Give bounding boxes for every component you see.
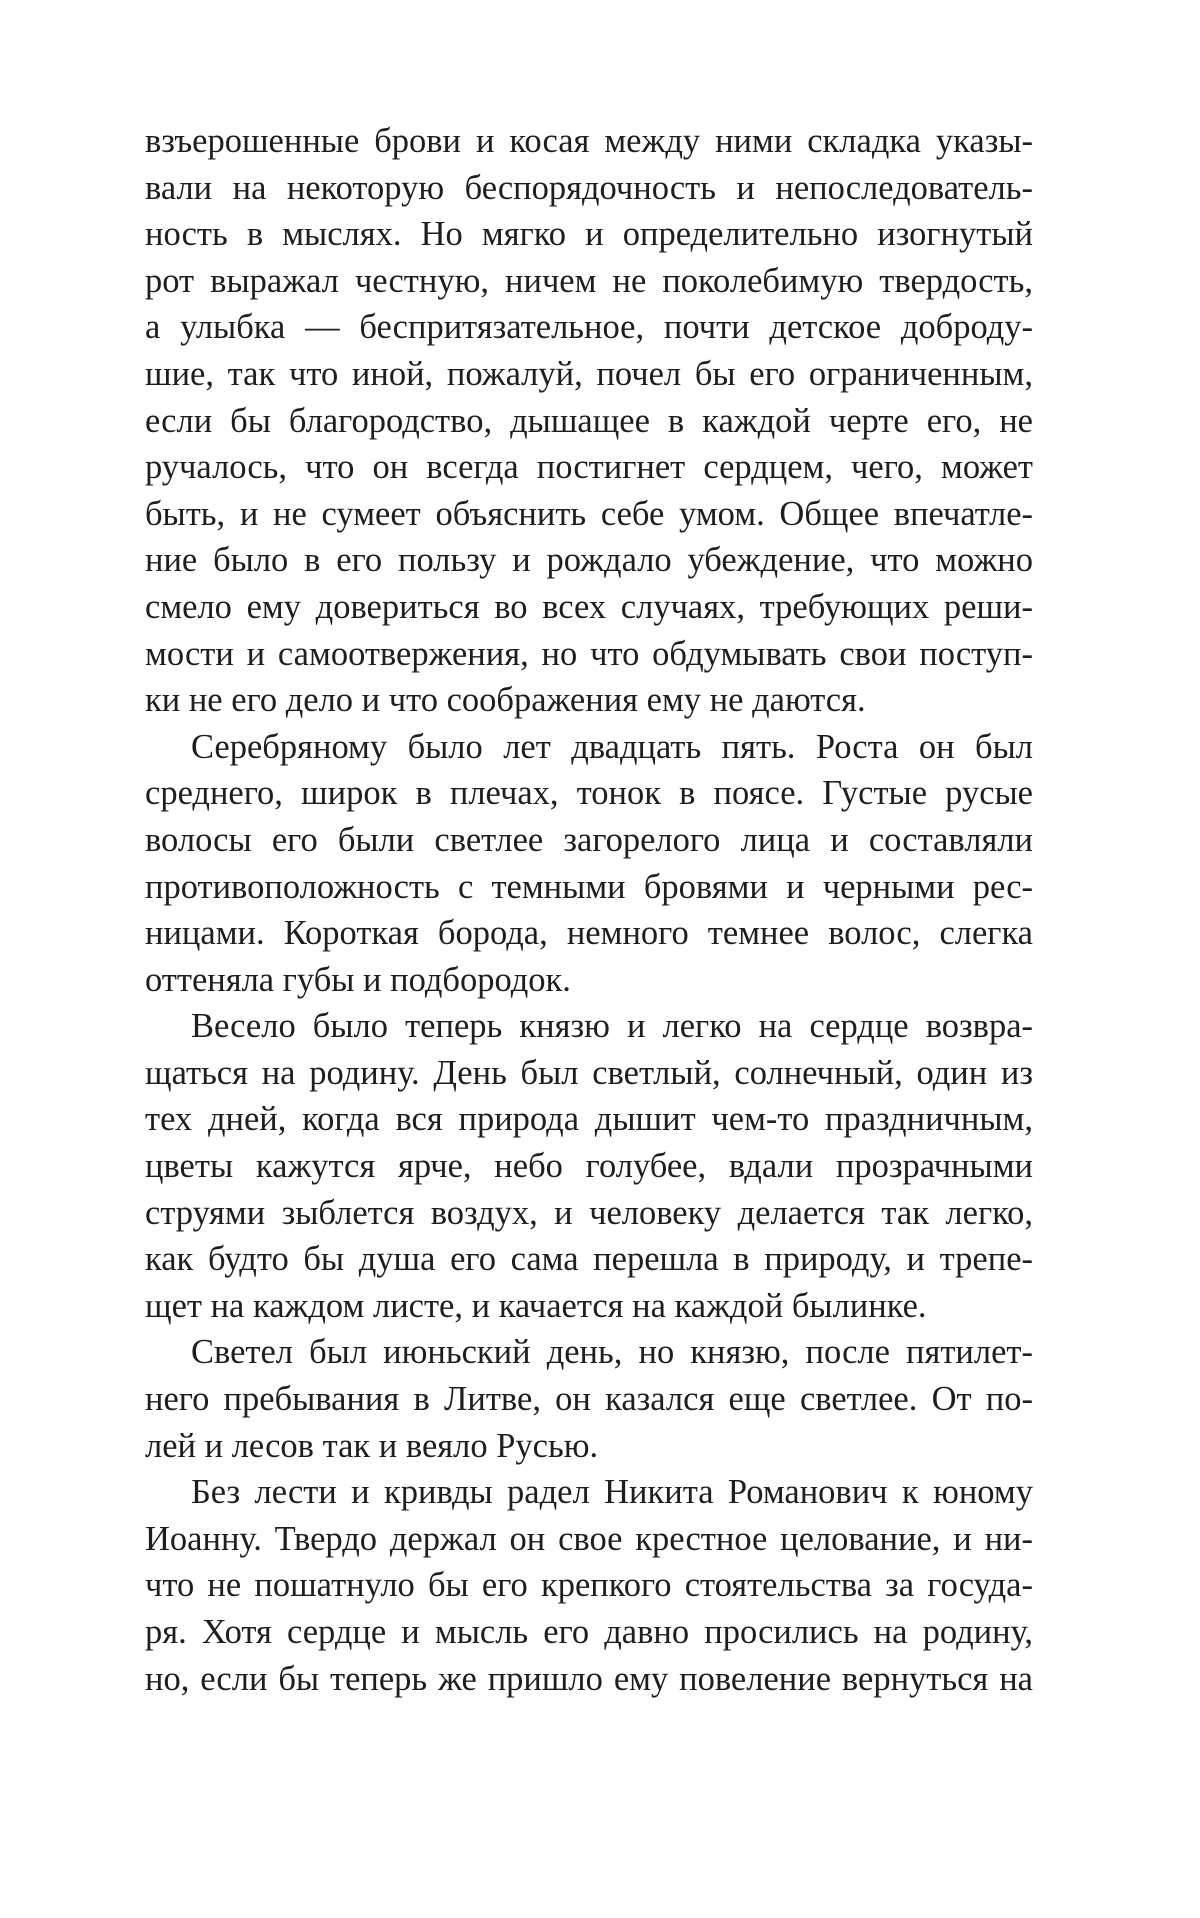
text-line: него пребывания в Литве, он казался еще светлее. От по- [145, 1380, 1033, 1419]
text-line: ницами. Короткая борода, немного темнее волос, слегка [145, 914, 1033, 953]
text-line: Весело было теперь князю и легко на сердце возвра- [191, 1007, 1033, 1046]
text-line: вали на некоторую беспорядочность и непоследователь- [145, 168, 1033, 207]
text-line: а улыбка — беспритязательное, почти детское доброду- [145, 308, 1033, 347]
text-line: Иоанну. Твердо держал он свое крестное целование, и ни- [145, 1519, 1033, 1558]
text-line: смело ему довериться во всех случаях, требующих реши- [145, 587, 1033, 626]
text-line: ки не его дело и что соображения ему не даются. [145, 681, 866, 720]
paragraph-3 [145, 1003, 1033, 1329]
text-line: если бы благородство, дышащее в каждой черте его, не [145, 401, 1033, 440]
paragraph-2 [145, 724, 1033, 1004]
text-line: шие, так что иной, пожалуй, почел бы его ограниченным, [145, 354, 1033, 393]
text-line: мости и самоотвержения, но что обдумывать свои поступ- [145, 634, 1033, 673]
text-line: щаться на родину. День был светлый, солнечный, один из [145, 1053, 1033, 1092]
text-line: что не пошатнуло бы его крепкого стоятельства за госуда- [145, 1566, 1033, 1605]
text-line: тех дней, когда вся природа дышит чем-то праздничным, [145, 1100, 1033, 1139]
paragraph-5 [145, 1469, 1033, 1702]
text-line: Светел был июньский день, но князю, после пятилет- [191, 1333, 1033, 1372]
text-line: цветы кажутся ярче, небо голубее, вдали прозрачными [145, 1147, 1033, 1186]
text-line: ря. Хотя сердце и мысль его давно просились на родину, [145, 1613, 1033, 1651]
text-line: ручалось, что он всегда постигнет сердцем, чего, может [145, 448, 1033, 487]
text-line: волосы его были светлее загорелого лица и составляли [145, 820, 1033, 859]
text-line: струями зыблется воздух, и человеку делается так легко, [145, 1193, 1033, 1232]
text-line: щет на каждом листе, и качается на каждой былинке. [145, 1286, 927, 1325]
text-line: лей и лесов так и веяло Русью. [145, 1426, 599, 1465]
text-line: ние было в его пользу и рождало убеждение, что можно [145, 541, 1033, 580]
text-line: как будто бы душа его сама перешла в природу, и трепе- [145, 1240, 1033, 1279]
paragraph-1 [145, 118, 1033, 724]
text-line: среднего, широк в плечах, тонок в поясе. Густые русые [145, 774, 1033, 813]
text-line: оттеняла губы и подбородок. [145, 960, 571, 999]
text-line: но, если бы теперь же пришло ему повеление вернуться на [145, 1659, 1033, 1698]
text-line: ность в мыслях. Но мягко и определительно изогнутый [145, 215, 1033, 254]
text-line: Без лести и кривды радел Никита Романович к юному [191, 1473, 1033, 1512]
text-line: противоположность с темными бровями и черными рес- [145, 867, 1033, 906]
text-line: Серебряному было лет двадцать пять. Роста он был [191, 727, 1033, 766]
book-page-text [145, 118, 1033, 1702]
text-line: рот выражал честную, ничем не поколебимую твердость, [145, 261, 1033, 300]
text-line: быть, и не сумеет объяснить себе умом. Общее впечатле- [145, 494, 1033, 533]
text-line: взъерошенные брови и косая между ними складка указы- [145, 122, 1033, 160]
paragraph-4 [145, 1329, 1033, 1469]
